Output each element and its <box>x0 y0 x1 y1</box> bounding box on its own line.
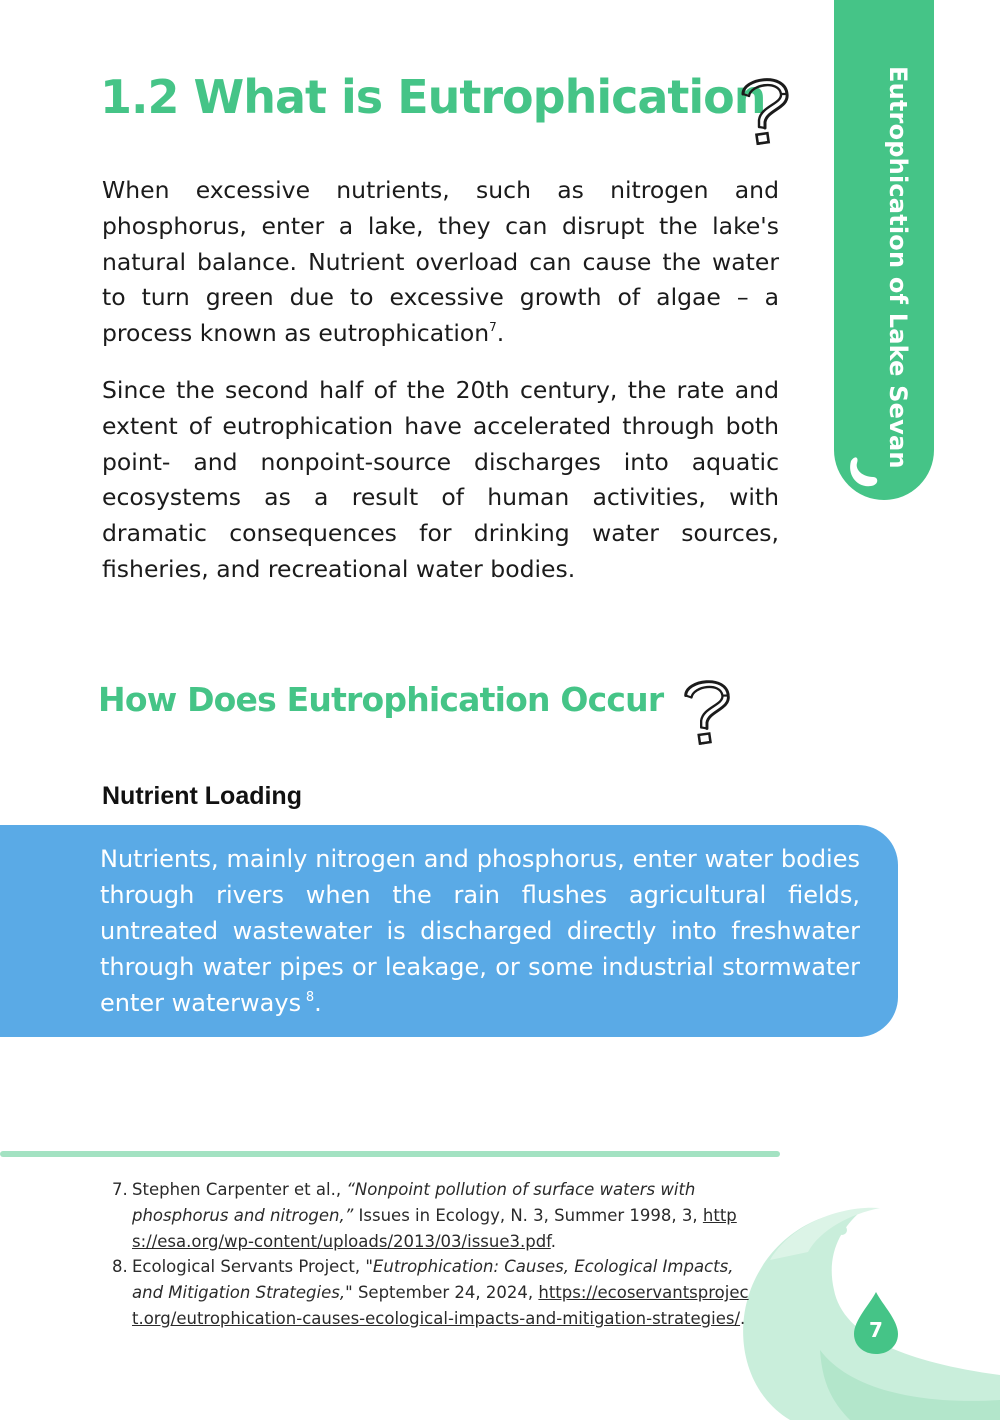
water-drop-icon <box>845 455 881 489</box>
footnote-title: "Eutrophication: Causes, Ecological Impacts, and Mitigation Strategies," <box>132 1257 734 1303</box>
nutrient-loading-text: Nutrients, mainly nitrogen and phosphorus, enter water bodies through rivers when the rain flushes agricultural fields, untreated wastewater is discharged directly into freshwater through water pipes or leakage, or some industrial stormwater enter waterways $^8$. <box>100 845 860 1017</box>
footnote-divider <box>0 1151 780 1157</box>
footnote-title: “Nonpoint pollution of surface waters with phosphorus and nitrogen,” <box>132 1180 696 1225</box>
side-tab-label: Eutrophication of Lake Sevan <box>884 66 912 469</box>
question-mark-icon <box>733 72 795 150</box>
page-number: 7 <box>869 1318 883 1342</box>
footnote-link-8[interactable]: https://ecoservantsproject.org/eutrophication-causes-ecological-impacts-and-mitigation-strategies/ <box>132 1283 749 1328</box>
subsection-title: How Does Eutrophication Occur <box>98 680 664 719</box>
page-title: 1.2 What is Eutrophication <box>100 70 766 124</box>
intro-paragraph-1: When excessive nutrients, such as nitrogen and phosphorus, enter a lake, they can disrupt the lake's natural balance. Nutrient overload can cause the water to turn green due to excessive growth of algae – a process known as eutrophication$^7$. <box>102 176 779 348</box>
question-mark-icon <box>676 674 736 750</box>
intro-paragraph-2: Since the second half of the 20th century, the rate and extent of eutrophication have accelerated through both point- and nonpoint-source discharges into aquatic ecosystems as a result of human activities, with dramatic consequences for drinking water sources, fisheries, and recreational water bodies. <box>102 376 779 583</box>
footnote-link-7[interactable]: https://esa.org/wp-content/uploads/2013/03/issue3.pdf <box>132 1205 737 1251</box>
footnote-8: 8. Ecological Servants Project, "Eutrophication: Causes, Ecological Impacts, and Mitigation Strategies," September 24, 2024, https://ecoservantsproject.org/eutrophication-causes-ecological-impacts-and-mitigation-strategies/. <box>112 1254 752 1331</box>
footnote-7: 7. Stephen Carpenter et al., “Nonpoint pollution of surface waters with phosphorus and nitrogen,” Issues in Ecology, N. 3, Summer 1998, 3, https://esa.org/wp-content/uploads/2013/03/issue3.pdf. <box>112 1177 752 1254</box>
footnote-number: 8. <box>112 1257 128 1277</box>
footnotes-list <box>112 1177 752 1332</box>
footnote-ref-8[interactable]: 8 <box>305 990 315 1005</box>
nutrient-loading-heading: Nutrient Loading <box>102 782 302 810</box>
footnote-number: 7. <box>112 1180 128 1199</box>
footnote-ref-7[interactable]: 7 <box>489 320 497 335</box>
